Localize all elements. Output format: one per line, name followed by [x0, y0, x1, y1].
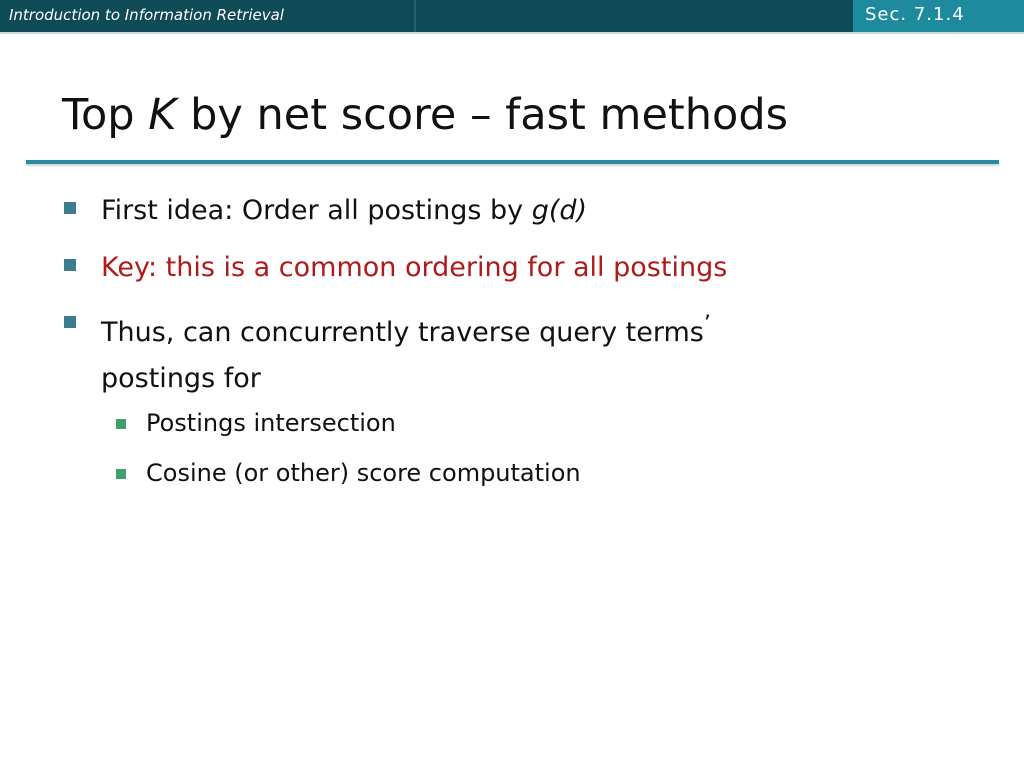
title-prefix: Top	[62, 90, 149, 140]
bullet-text: Key: this is a common ordering for all postings	[101, 252, 728, 283]
bullet-marker	[64, 316, 76, 328]
bullet-text-line2: postings for	[101, 363, 261, 394]
course-title: Introduction to Information Retrieval	[9, 6, 284, 24]
title-suffix: by net score – fast methods	[176, 90, 789, 140]
bullet-text-line1	[101, 302, 901, 356]
bullet-text-main: First idea: Order all postings by	[101, 195, 532, 226]
bullet-marker	[64, 259, 76, 271]
bullet-text	[101, 302, 901, 402]
bullet-text	[101, 188, 901, 234]
apostrophe: ’	[703, 312, 711, 337]
section-number: Sec. 7.1.4	[865, 4, 965, 25]
bullet-line1-text: Thus, can concurrently traverse query terms	[101, 317, 704, 348]
bullet-marker	[64, 202, 76, 214]
sub-bullet-text: Cosine (or other) score computation	[146, 459, 581, 487]
sub-bullet-marker	[116, 419, 126, 429]
sub-bullet-marker	[116, 469, 126, 479]
title-k: K	[148, 90, 177, 140]
sub-bullet-text: Postings intersection	[146, 409, 396, 437]
bullet-text-gd: g(d)	[531, 195, 588, 226]
